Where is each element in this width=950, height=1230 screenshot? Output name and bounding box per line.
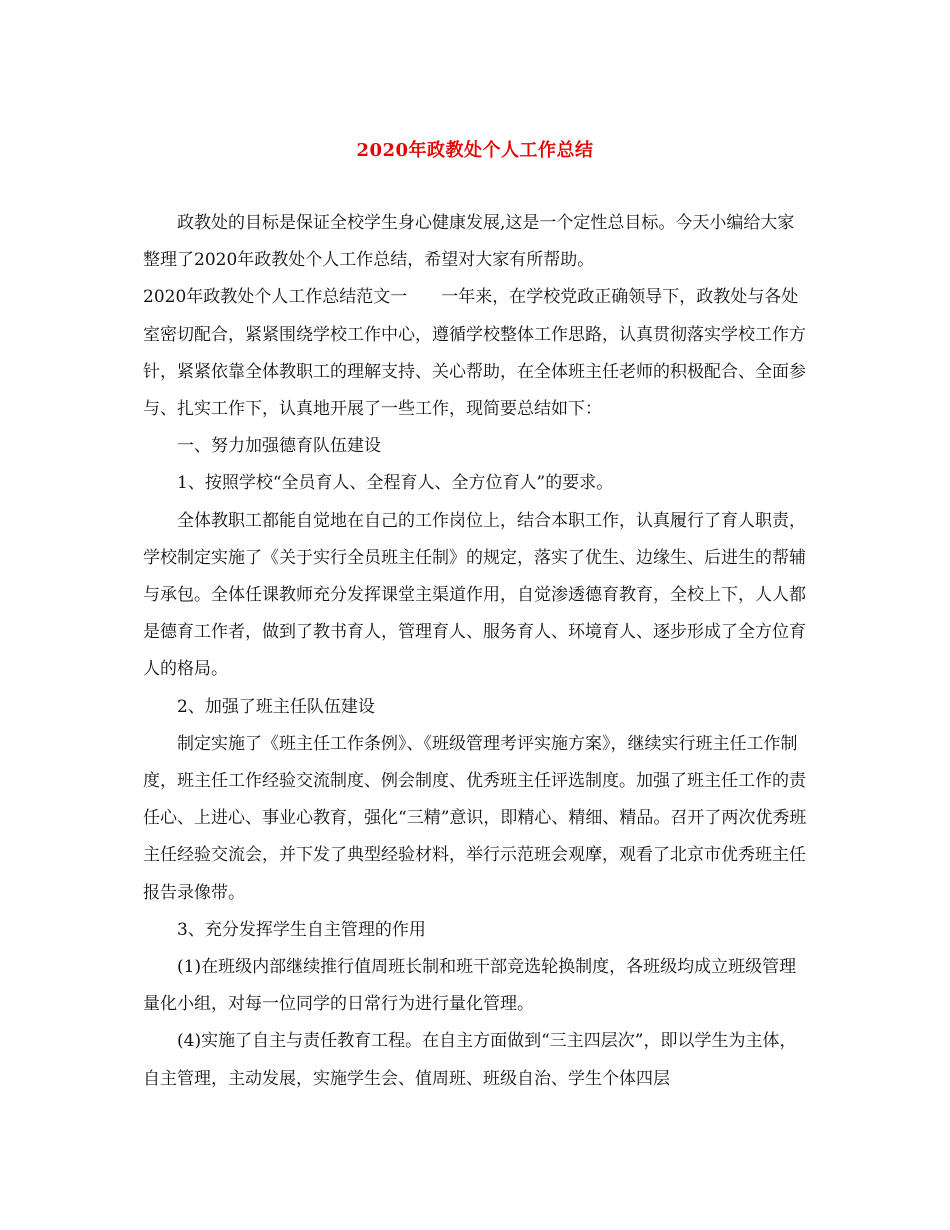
subsection-heading-1: 1、按照学校“全员育人、全程育人、全方位育人”的要求。 xyxy=(177,473,614,494)
paragraph-intro: 政教处的目标是保证全校学生身心健康发展,这是一个定性总目标。今天小编给大家整理了2020年政教处个人工作总结，希望对大家有所帮助。 xyxy=(143,213,795,271)
paragraph-head-teachers: 制定实施了《班主任工作条例》、《班级管理考评实施方案》，继续实行班主任工作制度，班主任工作经验交流制度、例会制度、优秀班主任评选制度。加强了班主任工作的责任心、上进心、事业心教育，强化“三精”意识，即精心、精细、精品。召开了两次优秀班主任经验交流会，并下发了典型经验材料，举行示范班会观摩，观看了北京市优秀班主任报告录像带。 xyxy=(143,733,807,903)
paragraph-sample-one: 2020年政教处个人工作总结范文一 一年来，在学校党政正确领导下，政教处与各处室密切配合，紧紧围绕学校工作中心，遵循学校整体工作思路，认真贯彻落实学校工作方针，紧紧依靠全体教职工的理解支持、关心帮助，在全体班主任老师的积极配合、全面参与、扎实工作下，认真地开展了一些工作，现简要总结如下： xyxy=(143,287,806,420)
subsection-heading-2: 2、加强了班主任队伍建设 xyxy=(177,696,375,717)
subsection-heading-3: 3、充分发挥学生自主管理的作用 xyxy=(177,919,426,940)
document-body xyxy=(143,205,807,1098)
paragraph-item-4: (4)实施了自主与责任教育工程。在自主方面做到“三主四层次”，即以学生为主体，自主管理，主动发展，实施学生会、值周班、班级自治、学生个体四层 xyxy=(143,1031,797,1089)
paragraph-staff: 全体教职工都能自觉地在自己的工作岗位上，结合本职工作，认真履行了育人职责，学校制定实施了《关于实行全员班主任制》的规定，落实了优生、边缘生、后进生的帮辅与承包。全体任课教师充分发挥课堂主渠道作用，自觉渗透德育教育，全校上下，人人都是德育工作者，做到了教书育人，管理育人、服务育人、环境育人、逐步形成了全方位育人的格局。 xyxy=(143,510,806,680)
section-heading-1: 一、努力加强德育队伍建设 xyxy=(177,436,381,457)
document-title: 2020年政教处个人工作总结 xyxy=(356,140,594,161)
paragraph-item-1: (1)在班级内部继续推行值周班长制和班干部竞选轮换制度，各班级均成立班级管理量化小组，对每一位同学的日常行为进行量化管理。 xyxy=(143,957,797,1015)
